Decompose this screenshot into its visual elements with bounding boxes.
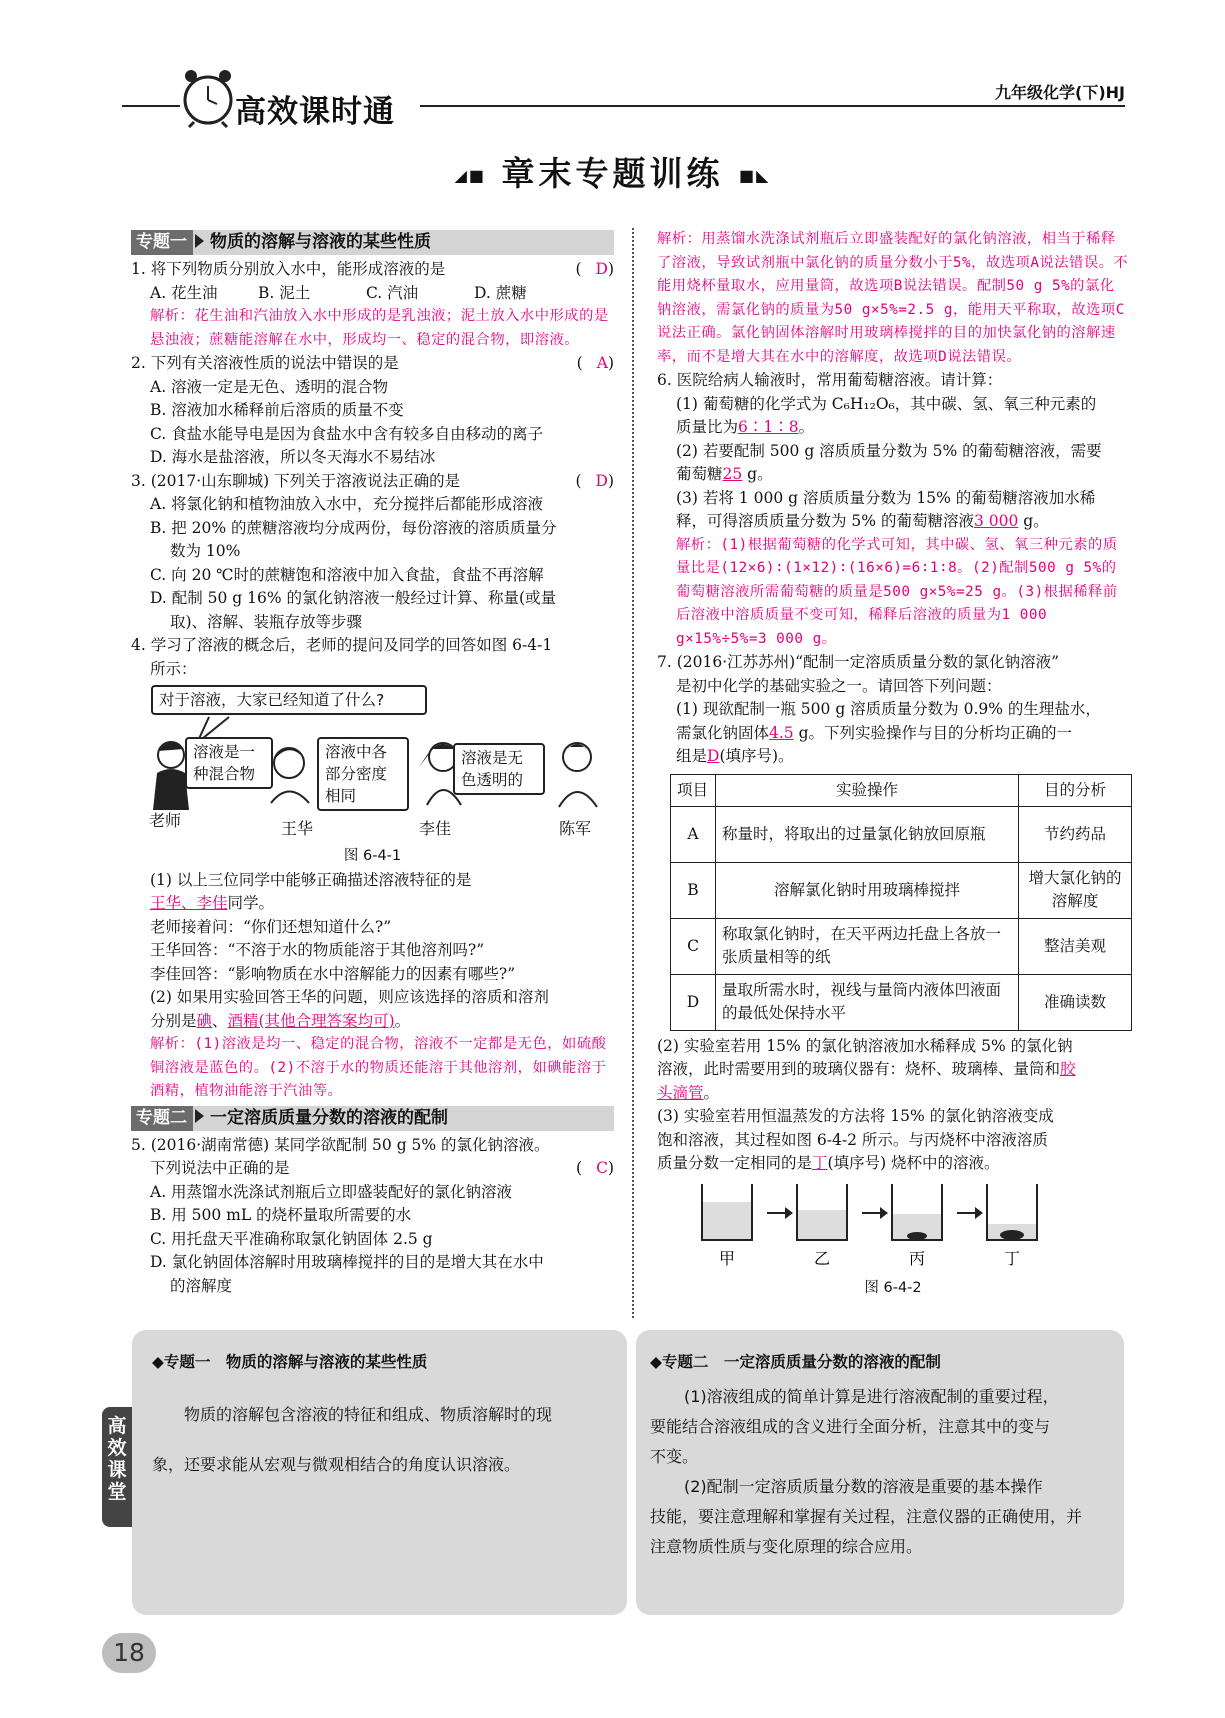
q3-option-c: C. 向 20 ℃时的蔗糖饱和溶液中加入食盐，食盐不再溶解	[150, 565, 544, 584]
q3-option-a: A. 将氯化钠和植物油放入水中，充分搅拌后都能形成溶液	[150, 495, 544, 513]
bubble-wanghua: 溶液是一种混合物	[185, 737, 273, 789]
experiment-table	[670, 774, 1132, 1031]
beaker-label: 丁	[1004, 1248, 1021, 1268]
q7-part2-answer-2: 头滴管	[657, 1083, 704, 1102]
q4-part2-answer-1: 碘	[196, 1011, 213, 1030]
beakers-figure-icon	[697, 1178, 1117, 1270]
side-tab-label: 高效课堂	[107, 1415, 127, 1503]
q7-part1-answer: 4.5	[769, 723, 794, 742]
q4-part1: (1) 以上三位同学中能够正确描述溶液特征的是	[150, 870, 472, 889]
question-1: (D) 1. 将下列物质分别放入水中，能形成溶液的是	[131, 258, 614, 282]
q3-option-d: D. 配制 50 g 16% 的氯化钠溶液一般经过计算、称量(或量	[150, 589, 557, 607]
question-7: 7. (2016·江苏苏州)“配制一定溶质质量分数的氯化钠溶液”	[657, 653, 1060, 671]
q6-part3-answer: 3 000	[973, 512, 1019, 530]
q7-part1-answer-2: D	[707, 747, 720, 765]
chapter-title: ◢■ 章末专题训练 ■◣	[454, 154, 771, 193]
q7-part2-answer-1: 胶	[1060, 1060, 1076, 1078]
q4-analysis: 解析：(1)溶液是均一、稳定的混合物，溶液不一定都是无色，如硫酸铜溶液是蓝色的。(2)不溶于水的物质还能溶于其他溶剂，如碘能溶于酒精，植物油能溶于汽油等。	[150, 1036, 607, 1099]
table-row: D 量取所需水时，视线与量筒内液体凹液面的最低处保持水平 准确读数	[671, 974, 1132, 1030]
grade-label: 九年级化学(下)HJ	[995, 83, 1125, 102]
table-header-row: 项目 实验操作 目的分析	[671, 774, 1132, 806]
question-5: 5. (2016·湖南常德) 某同学欲配制 50 g 5% 的氯化钠溶液。	[131, 1135, 550, 1154]
column-divider	[632, 228, 634, 1318]
q4-part2: (2) 如果用实验回答王华的问题，则应该选择的溶质和溶剂	[150, 988, 549, 1006]
brand-title: 高效课时通	[235, 94, 395, 130]
q3-option-b: B. 把 20% 的蔗糖溶液均分成两份，每份溶液的溶质质量分	[150, 518, 557, 537]
q2-option-b: B. 溶液加水稀释前后溶质的质量不变	[150, 401, 404, 419]
q4-part1-answer: 王华、李佳	[150, 894, 228, 912]
beaker-label: 乙	[814, 1248, 831, 1268]
q5-analysis: 解析：用蒸馏水洗涤试剂瓶后立即盛装配好的氯化钠溶液，相当于稀释了溶液，导致试剂瓶中氯化钠的质量分数小于5%，故选项A说法错误。不能用烧杯量取水，应用量筒，故选项B说法错误。配制50 g 5%的氯化钠溶液，需氯化钠的质量为50 g×5%=2.5 g，能用天平称取，故选项C说法正确。氯化钠固体溶解时用玻璃棒搅拌的目的加快氯化钠的溶解速率，而不是增大其在水中的溶解度，故选项D说法错误。	[657, 231, 1129, 365]
bubble-lijia: 溶液中各部分密度相同	[317, 737, 409, 811]
figure-6-4-1	[149, 685, 614, 845]
label-lijia: 李佳	[419, 819, 452, 838]
right-column: 解析：用蒸馏水洗涤试剂瓶后立即盛装配好的氯化钠溶液，相当于稀释了溶液，导致试剂瓶中氯化钠的质量分数小于5%，故选项A说法错误。不能用烧杯量取水，应用量筒，故选项B说法错误。配制50 g 5%的氯化钠溶液，需氯化钠的质量为50 g×5%=2.5 g，能用天平称取，故选项C说法正确。氯化钠固体溶解时用玻璃棒搅拌的目的加快氯化钠的溶解速率，而不是增大其在水中的溶解度，故选项D说法错误。 6. 医院给病人输液时，常用葡萄糖溶液。请计算： (1) 葡萄糖的化学式为 C₆H₁₂O₆，其中碳、氢、氧三种元素的 质量比为6∶1∶8。 (2) 若要配制 500 g 溶质质量分数为 5% 的葡萄糖溶液，需要 葡萄糖25 g。 (3) 若将 1 000 g 溶质质量分数为 15% 的葡萄糖溶液加水稀 释，可得溶质质量分数为 5% 的葡萄糖溶液3 000 g。 解析：(1)根据葡萄糖的化学式可知，其中碳、氢、氧三种元素的质量比是(12×6)∶(1×12)∶(16×6)=6∶1∶8。(2)配制500 g 5%的葡萄糖溶液所需葡萄糖的质量是500 g×5%=25 g。(3)根据稀释前后溶液中溶质质量不变可知，稀释后溶液的质量为1 000 g×15%÷5%=3 000 g。 7. (2016·江苏苏州)“配制一定溶质质量分数的氯化钠溶液” 是初中化学的基础实验之一。请回答下列问题： (1) 现欲配制一瓶 500 g 溶质质量分数为 0.9% 的生理盐水， 需氯化钠固体4.5 g。下列实验操作与目的分析均正确的一 组是D(填序号)。 项目 实验操作 目的分析 A 称量时，将取出的过量氯化钠放回原瓶 节约药品 B 溶解氯化钠时用玻璃棒搅拌 增大氯化钠的溶解度 C 称取氯化钠时，在天平两边托盘上各放一张质量相等的纸 整洁美观 D 量取所需水时，视线与量筒内液体凹液面的最低处保持水平 准确读数 (2) 实验室若用 15% 的氯化钠溶液加水稀释成 5% 的氯化钠 溶液，此时需要用到的玻璃仪器有：烧杯、玻璃棒、量筒和胶 头滴管。 (3) 实验室若用恒温蒸发的方法将 15% 的氯化钠溶液变成 饱和溶液，其过程如图 6-4-2 所示。与丙烧杯中溶液溶质 质量分数一定相同的是丁(填序号) 烧杯中的溶液。 甲 乙 丙 丁 图 6-4-2	[657, 228, 1129, 1301]
q5-option-b: B. 用 500 mL 的烧杯量取所需要的水	[150, 1206, 412, 1224]
label-wanghua: 王华	[281, 819, 314, 838]
question-2: (A) 2. 下列有关溶液性质的说法中错误的是	[131, 354, 628, 372]
answer-1: (D)	[575, 260, 628, 278]
label-chenjun: 陈军	[559, 819, 592, 838]
q3-option-d-cont: 取)、溶解、装瓶存放等步骤	[170, 612, 363, 631]
left-column: 专题一 物质的溶解与溶液的某些性质 (D) 1. 将下列物质分别放入水中，能形成溶液的是 A. 花生油 B. 泥土 C. 汽油 D. 蔗糖 解析：花生油和汽油放入水中形成的是乳浊液；泥土放入水中形成的是悬浊液；蔗糖能溶解在水中，形成均一、稳定的混合物，即溶液。 (A) 2. 下列有关溶液性质的说法中错误的是 A. 溶液一定是无色、透明的混合物 B. 溶液加水稀释前后溶质的质量不变 C. 食盐水能导电是因为食盐水中含有较多自由移动的离子 D. 海水是盐溶液，所以冬天海水不易结冰 (D) 3. (2017·山东聊城) 下列关于溶液说法正确的是 A. 将氯化钠和植物油放入水中，充分搅拌后都能形成溶液 B. 把 20% 的蔗糖溶液均分成两份，每份溶液的溶质质量分 数为 10% C. 向 20 ℃时的蔗糖饱和溶液中加入食盐，食盐不再溶解 D. 配制 50 g 16% 的氯化钠溶液一般经过计算、称量(或量 取)、溶解、装瓶存放等步骤 4. 学习了溶液的概念后，老师的提问及同学的回答如图 6-4-1 所示： 对于溶液，大家已经知道了什么? 溶液是一种混合物 溶液中各部分密度相同 溶液是无色透明的 老师 王华 李佳 陈军 图 6-4-1 (1) 以上三位同学中能够正确描述溶液特征的是 王华、李佳同学。 老师接着问：“你们还想知道什么?” 王华回答：“不溶于水的物质能溶于其他溶剂吗?” 李佳回答：“影响物质在水中溶解能力的因素有哪些?” (2) 如果用实验回答王华的问题，则应该选择的溶质和溶剂 分别是碘、酒精(其他合理答案均可)。 解析：(1)溶液是均一、稳定的混合物，溶液不一定都是无色，如硫酸铜溶液是蓝色的。(2)不溶于水的物质还能溶于其他溶剂，如碘能溶于酒精，植物油能溶于汽油等。 专题二 一定溶质质量分数的溶液的配制 5. (2016·湖南常德) 某同学欲配制 50 g 5% 的氯化钠溶液。 (C) 下列说法中正确的是 A. 用蒸馏水洗涤试剂瓶后立即盛装配好的氯化钠溶液 B. 用 500 mL 的烧杯量取所需要的水 C. 用托盘天平准确称取氯化钠固体 2.5 g D. 氯化钠固体溶解时用玻璃棒搅拌的目的是增大其在水中 的溶解度	[131, 232, 628, 1295]
teacher-question-bubble: 对于溶液，大家已经知道了什么?	[151, 685, 427, 715]
table-row: C 称取氯化钠时，在天平两边托盘上各放一张质量相等的纸 整洁美观	[671, 918, 1132, 974]
q3-option-b-cont: 数为 10%	[170, 542, 241, 560]
figure-caption-2: 图 6-4-2	[864, 1280, 922, 1296]
section-bar-2: 专题二 一定溶质质量分数的溶液的配制	[131, 1106, 614, 1131]
q1-options: A. 花生油 B. 泥土 C. 汽油 D. 蔗糖	[150, 283, 527, 302]
q5-option-d: D. 氯化钠固体溶解时用玻璃棒搅拌的目的是增大其在水中	[150, 1253, 544, 1271]
table-row: A 称量时，将取出的过量氯化钠放回原瓶 节约药品	[671, 806, 1132, 862]
label-teacher: 老师	[149, 811, 182, 830]
beaker-label: 丙	[909, 1248, 926, 1268]
q2-option-a: A. 溶液一定是无色、透明的混合物	[150, 377, 389, 396]
q2-option-d: D. 海水是盐溶液，所以冬天海水不易结冰	[150, 448, 436, 466]
figure-caption-1: 图 6-4-1	[343, 848, 402, 864]
q7-part3-answer: 丁	[812, 1154, 828, 1172]
clock-logo-icon	[180, 66, 236, 128]
q2-option-c: C. 食盐水能导电是因为食盐水中含有较多自由移动的离子	[150, 424, 544, 443]
q4-part2-answer-2: 酒精(其他合理答案均可)	[227, 1011, 395, 1030]
q6-part2-answer: 25	[722, 465, 743, 483]
summary-box-1: ◆专题一 物质的溶解与溶液的某些性质 物质的溶解包含溶液的特征和组成、物质溶解时的现 象，还要求能从宏观与微观相结合的角度认识溶液。	[132, 1330, 627, 1615]
side-tab	[102, 1407, 132, 1527]
table-row: B 溶解氯化钠时用玻璃棒搅拌 增大氯化钠的溶解度	[671, 862, 1132, 918]
section-bar-1: 专题一 物质的溶解与溶液的某些性质	[131, 230, 614, 255]
q6-analysis: 解析：(1)根据葡萄糖的化学式可知，其中碳、氢、氧三种元素的质量比是(12×6)∶(1×12)∶(16×6)=6∶1∶8。(2)配制500 g 5%的葡萄糖溶液所需葡萄糖的质量是500 g×5%=25 g。(3)根据稀释前后溶液中溶质质量不变可知，稀释后溶液的质量为1 000 g×15%÷5%=3 000 g。	[676, 536, 1118, 647]
q5-option-c: C. 用托盘天平准确称取氯化钠固体 2.5 g	[150, 1229, 433, 1248]
q5-option-a: A. 用蒸馏水洗涤试剂瓶后立即盛装配好的氯化钠溶液	[150, 1182, 513, 1201]
question-3: (D) 3. (2017·山东聊城) 下列关于溶液说法正确的是	[131, 471, 628, 490]
beaker-label: 甲	[719, 1248, 736, 1268]
page-number: 18	[102, 1633, 156, 1673]
bubble-chenjun: 溶液是无色透明的	[453, 743, 545, 795]
question-6: 6. 医院给病人输液时，常用葡萄糖溶液。请计算：	[657, 371, 1003, 389]
q6-part1-answer: 6∶1∶8	[738, 418, 799, 436]
q1-analysis: 解析：花生油和汽油放入水中形成的是乳浊液；泥土放入水中形成的是悬浊液；蔗糖能溶解在水中，形成均一、稳定的混合物，即溶液。	[150, 308, 609, 348]
question-4: 4. 学习了溶液的概念后，老师的提问及同学的回答如图 6-4-1	[131, 636, 553, 654]
summary-box-2: ◆专题二 一定溶质质量分数的溶液的配制 (1)溶液组成的简单计算是进行溶液配制的重要过程， 要能结合溶液组成的含义进行全面分析，注意其中的变与 不变。 (2)配制一定溶质质量分数的溶液是重要的基本操作 技能，要注意理解和掌握有关过程，注意仪器的正确使用，并 注意物质性质与变化原理的综合应用。	[636, 1330, 1124, 1615]
